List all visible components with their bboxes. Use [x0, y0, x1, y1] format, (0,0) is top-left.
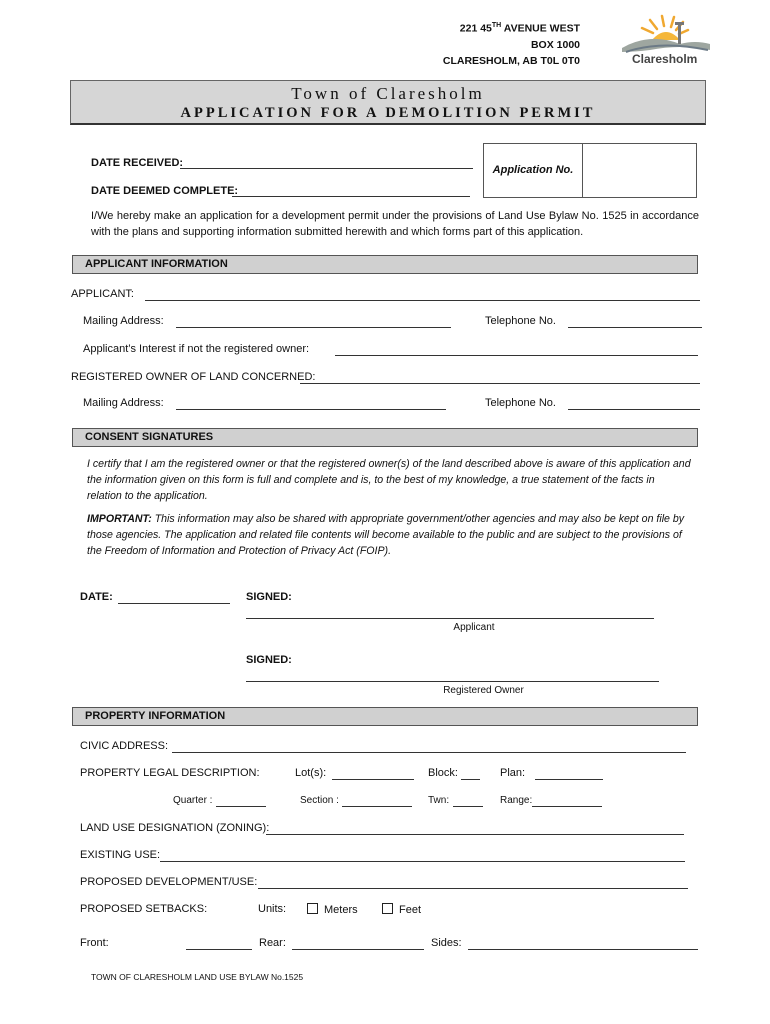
claresholm-logo: [620, 10, 712, 70]
important-label: IMPORTANT:: [87, 513, 152, 525]
date-field[interactable]: [118, 603, 230, 604]
applicant-interest-label: Applicant’s Interest if not the registered owner:: [83, 343, 310, 355]
property-info-heading: PROPERTY INFORMATION: [72, 707, 698, 726]
owner-signature-field[interactable]: [246, 681, 659, 682]
existing-use-label: EXISTING USE:: [80, 849, 161, 861]
address-line-3: CLARESHOLM, AB T0L 0T0: [442, 54, 580, 67]
plan-label: Plan:: [500, 767, 526, 779]
proposed-development-label: PROPOSED DEVELOPMENT/USE:: [80, 876, 258, 888]
proposed-development-field[interactable]: [258, 888, 688, 889]
owner-telephone-field[interactable]: [568, 409, 700, 410]
feet-option[interactable]: [382, 903, 421, 916]
date-received-label: DATE RECEIVED:: [91, 157, 184, 169]
twn-label: Twn:: [428, 795, 450, 806]
twn-field[interactable]: [453, 806, 483, 807]
section-field[interactable]: [342, 806, 412, 807]
important-text: This information may also be shared with appropriate government/other agencies and may also be kept on file by those agencies. The application and related file contents will become available to the public and are subject to the provisions of the Freedom of Information and Protection of Privacy Act (FOIP).: [87, 513, 685, 557]
lots-label: Lot(s):: [295, 767, 327, 779]
registered-owner-label: REGISTERED OWNER OF LAND CONCERNED:: [71, 371, 316, 383]
meters-checkbox[interactable]: [307, 903, 318, 914]
proposed-setbacks-label: PROPOSED SETBACKS:: [80, 903, 208, 915]
telephone-label: Telephone No.: [485, 315, 556, 327]
quarter-field[interactable]: [216, 806, 266, 807]
sides-label: Sides:: [431, 937, 462, 949]
rear-field[interactable]: [292, 949, 424, 950]
consent-signatures-heading: CONSENT SIGNATURES: [72, 428, 698, 447]
meters-label: Meters: [324, 904, 358, 916]
zoning-field[interactable]: [266, 834, 684, 835]
application-number-box: [483, 143, 697, 198]
zoning-label: LAND USE DESIGNATION (ZONING):: [80, 822, 270, 834]
date-deemed-label: DATE DEEMED COMPLETE:: [91, 185, 239, 197]
feet-label: Feet: [399, 904, 422, 916]
sides-field[interactable]: [468, 949, 698, 950]
civic-address-field[interactable]: [172, 752, 686, 753]
range-field[interactable]: [532, 806, 602, 807]
quarter-label: Quarter :: [173, 795, 213, 806]
feet-checkbox[interactable]: [382, 903, 393, 914]
block-field[interactable]: [461, 779, 480, 780]
date-deemed-field[interactable]: [232, 196, 470, 197]
owner-mailing-address-label: Mailing Address:: [83, 397, 164, 409]
title-box: [70, 80, 706, 125]
units-label: Units:: [258, 903, 287, 915]
registered-owner-field[interactable]: [300, 383, 700, 384]
footer-text: TOWN OF CLARESHOLM LAND USE BYLAW No.1525: [91, 972, 304, 982]
town-title: Town of Claresholm: [291, 84, 485, 103]
signed-owner-label: SIGNED:: [246, 654, 292, 666]
applicant-signature-field[interactable]: [246, 618, 654, 619]
civic-address-label: CIVIC ADDRESS:: [80, 740, 169, 752]
existing-use-field[interactable]: [160, 861, 685, 862]
section-label: Section :: [300, 795, 339, 806]
date-received-field[interactable]: [180, 168, 473, 169]
rear-label: Rear:: [259, 937, 286, 949]
sun-hills-logo-icon: [620, 10, 712, 58]
front-label: Front:: [80, 937, 109, 949]
important-paragraph: [87, 511, 695, 559]
certify-paragraph: I certify that I am the registered owner or that the registered owner(s) of the land described above is aware of this application and the information given on this form is full and complete and is, to the best of my knowledge, a true statement of the facts in relation to the application.: [87, 458, 691, 502]
range-label: Range:: [500, 795, 533, 806]
mailing-address-field[interactable]: [176, 327, 451, 328]
applicant-info-heading: APPLICANT INFORMATION: [72, 255, 698, 274]
owner-caption: Registered Owner: [443, 685, 524, 696]
meters-option[interactable]: [307, 903, 358, 916]
date-label: DATE:: [80, 591, 113, 603]
logo-text: Claresholm: [632, 52, 698, 66]
address-line-2: BOX 1000: [530, 38, 580, 51]
telephone-field[interactable]: [568, 327, 702, 328]
intro-paragraph: I/We hereby make an application for a development permit under the provisions of Land Use Bylaw No. 1525 in accordance with the plans and supporting information submitted herewith and which forms part of this application.: [91, 210, 699, 238]
form-title: APPLICATION FOR A DEMOLITION PERMIT: [180, 105, 596, 121]
address-block: [440, 18, 580, 69]
application-no-field[interactable]: [583, 144, 697, 197]
application-no-label: Application No.: [484, 144, 583, 197]
owner-mailing-address-field[interactable]: [176, 409, 446, 410]
owner-telephone-label: Telephone No.: [485, 397, 556, 409]
block-label: Block:: [428, 767, 458, 779]
mailing-address-label: Mailing Address:: [83, 315, 164, 327]
applicant-field[interactable]: [145, 300, 700, 301]
address-line-1: 221 45TH AVENUE WEST: [459, 22, 580, 35]
plan-field[interactable]: [535, 779, 603, 780]
applicant-label: APPLICANT:: [71, 288, 134, 300]
lots-field[interactable]: [332, 779, 414, 780]
applicant-caption: Applicant: [453, 622, 495, 633]
front-field[interactable]: [186, 949, 252, 950]
legal-description-label: PROPERTY LEGAL DESCRIPTION:: [80, 767, 260, 779]
applicant-interest-field[interactable]: [335, 355, 698, 356]
signed-applicant-label: SIGNED:: [246, 591, 292, 603]
